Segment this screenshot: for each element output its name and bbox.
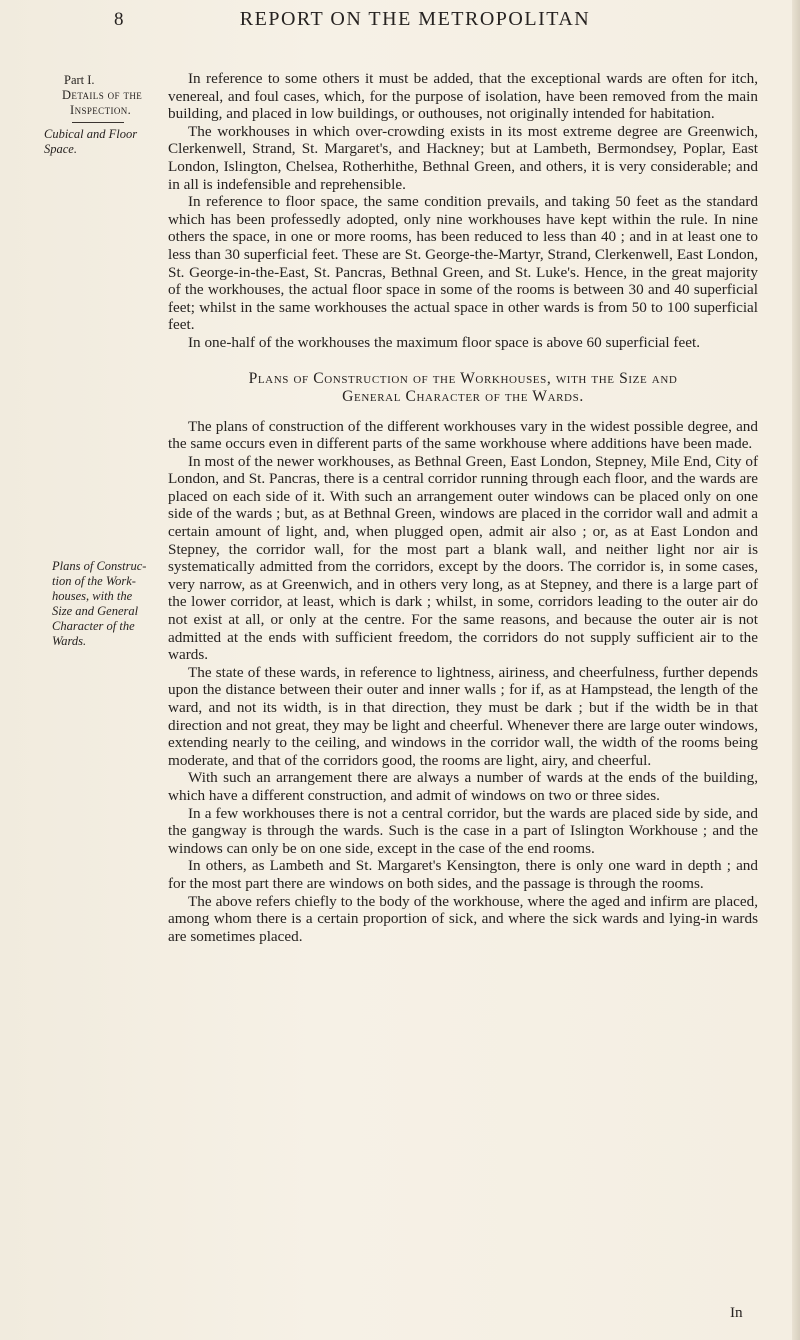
margin-plans-line: Size and General bbox=[52, 604, 139, 618]
margin-rule bbox=[72, 122, 124, 123]
margin-plans-line: Character of the bbox=[52, 619, 135, 633]
page-edge bbox=[792, 0, 800, 1340]
margin-note-details bbox=[44, 73, 143, 157]
margin-details-line2: Inspection. bbox=[70, 103, 132, 117]
paragraph: In reference to floor space, the same condition prevails, and taking 50 feet as the standard which has been professedly adopted, only nine workhouses have kept within the rule. In nine others the space, in one or more rooms, has been reduced to less than 40 ; and in at least one to less than 30 superficial feet. These are St. George-the-Martyr, Strand, Clerkenwell, East London, St. George-in-the-East, St. Pancras, Bethnal Green, and St. Luke's. Hence, in the great majority of the workhouses, the actual floor space in some of the rooms is between 30 and 40 superficial feet; whilst in the same workhouses the actual space in other wards is from 50 to 100 superficial feet. bbox=[168, 193, 758, 334]
paragraph: In one-half of the workhouses the maximum floor space is above 60 superficial feet. bbox=[188, 333, 700, 351]
margin-plans-line: tion of the Work- bbox=[52, 574, 136, 588]
margin-note-plans bbox=[52, 559, 147, 649]
section-heading bbox=[168, 370, 758, 406]
body-text bbox=[168, 70, 758, 945]
paragraph: In a few workhouses there is not a central corridor, but the wards are placed side by side, and the gangway is through the wards. Such is the case in a part of Islington Workhouse ; and the windows can only be on one side, except in the case of the end rooms. bbox=[168, 804, 758, 857]
paragraph: In most of the newer workhouses, as Bethnal Green, East London, Stepney, Mile End, City of London, and St. Pancras, there is a central corridor running through each floor, and the wards are placed on each side of it. With such an arrangement outer windows can be placed only on one side of the wards ; but, as at Bethnal Green, windows are placed in the corridor wall and admit a certain amount of light, and, when plugged open, admit air also ; or, as at East London and Stepney, the corridor wall, for the most part a blank wall, and neither light nor air is systematically admitted from the corridors, except by the doors. The corridor is, in some cases, very narrow, as at Greenwich, and in others very long, as at Stepney, and there is a large part of the lower corridor, at least, which is dark ; whilst, in some, corridors leading to the outer air do not exist at all, or only at the centre. For the same reasons, and because the outer air is not admitted at the ends with sufficient freedom, the corridors do not supply sufficient air to the wards. bbox=[168, 452, 758, 664]
catchword: In bbox=[730, 1304, 743, 1321]
margin-part: Part I. bbox=[64, 73, 95, 87]
page-number: 8 bbox=[114, 9, 124, 30]
page-header bbox=[0, 6, 800, 34]
running-title: REPORT ON THE METROPOLITAN bbox=[239, 8, 591, 30]
paragraph: The workhouses in which over-crowding exists in its most extreme degree are Greenwich, Clerkenwell, Strand, St. Margaret's, and Hackney; but at Lambeth, Bermondsey, Poplar, East London, Islington, Chelsea, Rotherhithe, Bethnal Green, and others, it is very considerable; and in all is indefensible and reprehensible. bbox=[168, 122, 758, 193]
margin-plans-line: Wards. bbox=[52, 634, 87, 648]
margin-cubical-line1: Cubical and Floor bbox=[44, 127, 138, 141]
section-heading-line2: General Character of the Wards. bbox=[342, 387, 584, 405]
paragraph: In others, as Lambeth and St. Margaret's Kensington, there is only one ward in depth ; and for the most part there are windows on both sides, and the passage is through the rooms. bbox=[168, 857, 758, 892]
margin-plans-line: houses, with the bbox=[52, 589, 133, 603]
paragraph: The state of these wards, in reference to lightness, airiness, and cheerfulness, further depends upon the distance between their outer and inner walls ; for if, as at Hampstead, the length of the ward, and not its width, is in that direction, they must be dark ; but if the width be in that direction and not great, they may be light and cheerful. Whenever there are large outer windows, extending nearly to the ceiling, and windows in the corridor wall, the width of the rooms being moderate, and that of the corridors good, the rooms are light, airy, and cheerful. bbox=[168, 663, 758, 769]
paragraph: With such an arrangement there are always a number of wards at the ends of the building, which have a different construction, and admit of windows on two or three sides. bbox=[168, 769, 758, 804]
margin-cubical-line2: Space. bbox=[44, 142, 77, 156]
margin-details-line1: Details of the bbox=[62, 88, 143, 102]
margin-plans-line: Plans of Construc- bbox=[52, 559, 147, 573]
paragraph: In reference to some others it must be added, that the exceptional wards are often for itch, venereal, and foul cases, which, for the purpose of isolation, have been removed from the main building, and placed in low buildings, or outhouses, not originally intended for habitation. bbox=[168, 70, 758, 123]
paragraph: The plans of construction of the different workhouses vary in the widest possible degree, and the same occurs even in different parts of the same workhouse where additions have been made. bbox=[168, 417, 758, 453]
section-heading-line1: Plans of Construction of the Workhouses, with the Size and bbox=[248, 369, 678, 387]
paragraph: The above refers chiefly to the body of the workhouse, where the aged and infirm are placed, among whom there is a certain proportion of sick, and where the sick wards and lying-in wards are sometimes placed. bbox=[168, 892, 758, 945]
